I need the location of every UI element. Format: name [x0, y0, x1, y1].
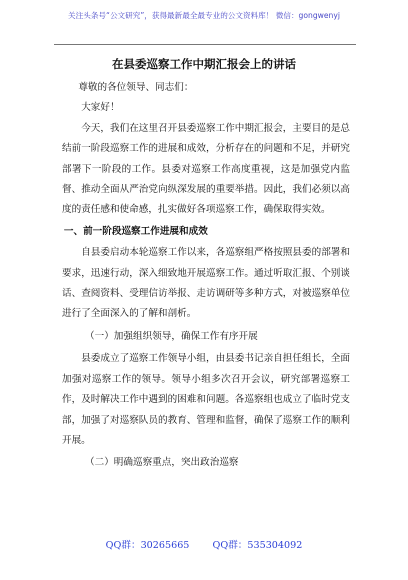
section-heading-1: 一、前一阶段巡察工作进展和成效: [63, 225, 208, 237]
subsection-heading-2: （二）明确巡察重点，突出政治巡察: [85, 457, 239, 469]
page-footer: [0, 537, 408, 551]
document-title: 在县委巡察工作中期汇报会上的讲话: [112, 57, 296, 71]
salutation: 尊敬的各位领导、同志们：: [78, 82, 194, 93]
page-header-promo: 关注头条号“公文研究”，获得最新最全最专业的公文资料库！ 微信：gongwenyj: [68, 11, 340, 20]
intro-paragraph: 今天，我们在这里召开县委巡察工作中期汇报会，主要目的是总结前一阶段巡察工作的进展和成效，分析存在的问题和不足，并研究部署下一阶段的工作。县委对巡察工作高度重视，这是加强党内监督、推动全面从严治党向纵深发展的重要举措。因此，我们必须以高度的责任感和使命感，扎实做好各项巡察工作，确保取得实效。: [62, 122, 350, 216]
subsection-heading-1: （一）加强组织领导，确保工作有序开展: [85, 330, 258, 342]
header-divider: [54, 44, 356, 45]
footer-qq-group-1: QQ群：30265665: [105, 540, 190, 551]
section-1-paragraph: 自县委启动本轮巡察工作以来，各巡察组严格按照县委的部署和要求，迅速行动，深入细致地开展巡察工作。通过听取汇报、个别谈话、查阅资料、受理信访举报、走访调研等多种方式，对被巡察单位进行了全面深入的了解和剖析。: [62, 247, 350, 320]
footer-qq-group-2: QQ群：535304092: [212, 540, 303, 551]
document-body: [62, 78, 350, 476]
subsection-1-paragraph: 县委成立了巡察工作领导小组，由县委书记亲自担任组长，全面加强对巡察工作的领导。领导小组多次召开会议，研究部署巡察工作，及时解决工作中遇到的困难和问题。各巡察组也成立了临时党支部，加强了对巡察队员的教育、管理和监督，确保了巡察工作的顺利开展。: [62, 353, 350, 446]
greeting: 大家好！: [81, 102, 120, 114]
